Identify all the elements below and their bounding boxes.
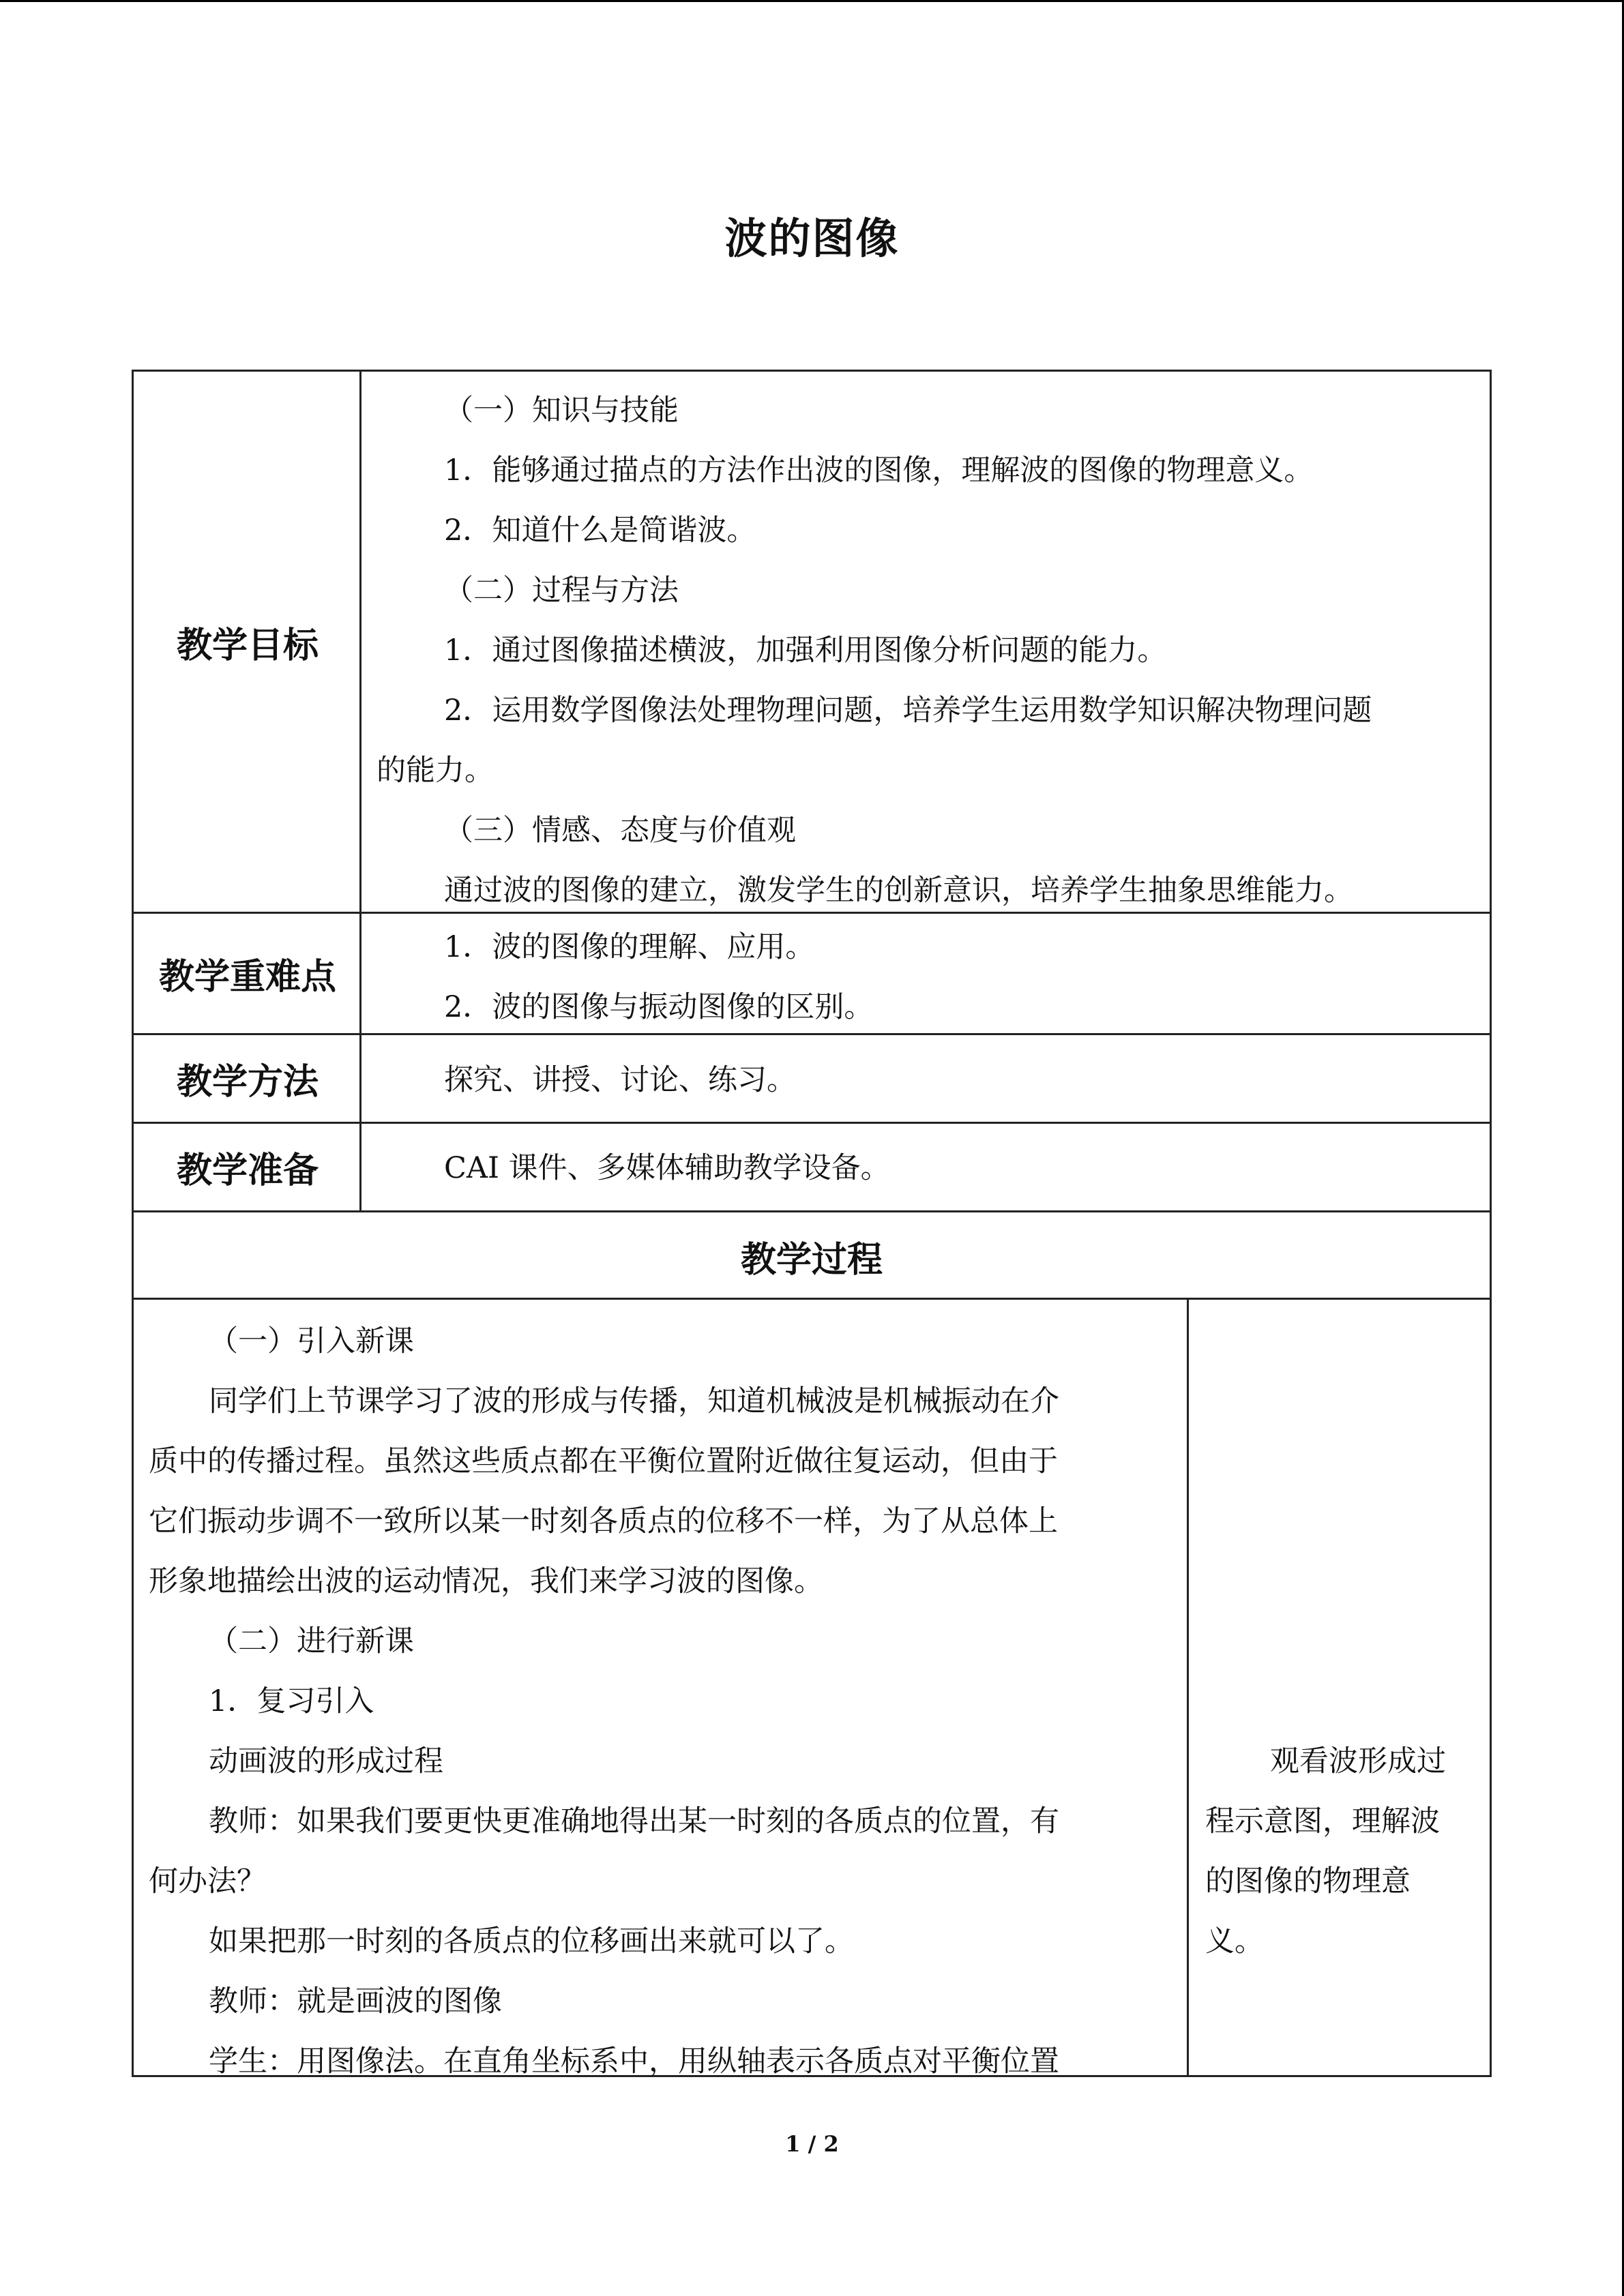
process-line: 质中的传播过程。虽然这些质点都在平衡位置附近做往复运动，但由于 [149, 1444, 1058, 1478]
objective-line: 的能力。 [377, 754, 494, 788]
objective-line: 2．运用数学图像法处理物理问题，培养学生运用数学知识解决物理问题 [444, 694, 1372, 728]
side-note-line: 义。 [1205, 1924, 1264, 1958]
method-text: 探究、讲授、讨论、练习。 [444, 1063, 796, 1097]
process-line: （二）进行新课 [209, 1624, 414, 1658]
process-line: 1．复习引入 [209, 1684, 374, 1718]
key-points-label: 教学重难点 [158, 957, 336, 998]
process-line: 教师：如果我们要更快更准确地得出某一时刻的各质点的位置，有 [209, 1804, 1059, 1838]
objective-line: 1．能够通过描点的方法作出波的图像，理解波的图像的物理意义。 [444, 453, 1314, 488]
objective-line: （三）情感、态度与价值观 [444, 814, 796, 848]
objective-line: （一）知识与技能 [444, 393, 679, 428]
process-line: 学生：用图像法。在直角坐标系中，用纵轴表示各质点对平衡位置 [209, 2044, 1059, 2078]
side-note-line: 的图像的物理意 [1205, 1864, 1411, 1898]
page-number: 1 / 2 [785, 2131, 839, 2157]
preparation-text: CAI 课件、多媒体辅助教学设备。 [444, 1151, 890, 1185]
row-divider [134, 1210, 1490, 1212]
objective-line: 1．通过图像描述横波，加强利用图像分析问题的能力。 [444, 633, 1167, 668]
method-label: 教学方法 [176, 1062, 319, 1103]
process-line: 动画波的形成过程 [209, 1744, 443, 1778]
side-note-line: 观看波形成过 [1270, 1744, 1446, 1778]
process-line: 教师：就是画波的图像 [209, 1984, 502, 2018]
process-line: （一）引入新课 [209, 1324, 414, 1358]
process-heading: 教学过程 [740, 1239, 883, 1281]
key-point-line: 1．波的图像的理解、应用。 [444, 930, 815, 964]
process-line: 它们振动步调不一致所以某一时刻各质点的位移不一样，为了从总体上 [149, 1504, 1058, 1538]
objective-line: 2．知道什么是简谐波。 [444, 513, 756, 548]
key-point-line: 2．波的图像与振动图像的区别。 [444, 990, 874, 1024]
process-line: 同学们上节课学习了波的形成与传播，知道机械波是机械振动在介 [209, 1384, 1059, 1418]
lesson-plan-table [132, 370, 1492, 2077]
process-line: 如果把那一时刻的各质点的位移画出来就可以了。 [209, 1924, 854, 1958]
page-top-border [0, 0, 1624, 2]
side-note-line: 程示意图，理解波 [1205, 1804, 1440, 1838]
note-column-divider [1187, 1299, 1189, 2077]
page-title: 波的图像 [724, 213, 900, 263]
process-line: 何办法？ [149, 1864, 266, 1898]
objectives-label: 教学目标 [176, 625, 319, 666]
objective-line: 通过波的图像的建立，激发学生的创新意识，培养学生抽象思维能力。 [444, 874, 1353, 908]
preparation-label: 教学准备 [176, 1150, 319, 1191]
process-line: 形象地描绘出波的运动情况，我们来学习波的图像。 [149, 1564, 823, 1598]
objective-line: （二）过程与方法 [444, 573, 679, 608]
